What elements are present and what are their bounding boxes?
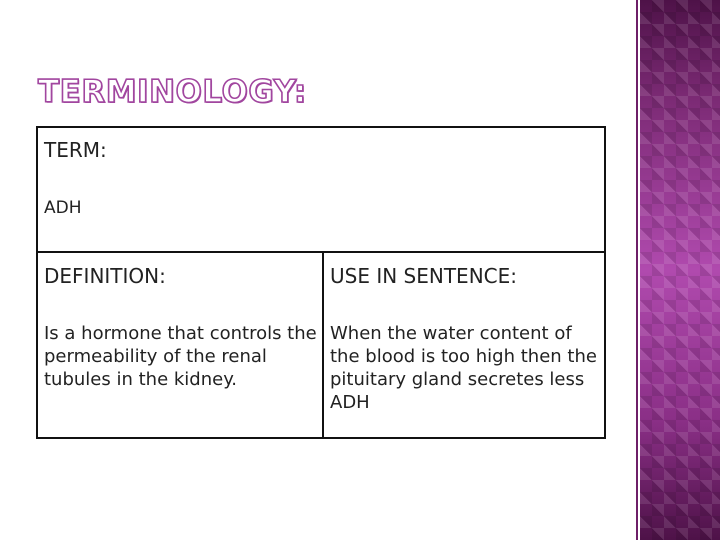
page-title: TERMINOLOGY: [38,74,307,110]
column-divider [322,253,324,437]
terminology-table [36,126,606,439]
definition-label: DEFINITION: [44,264,166,288]
definition-text: Is a hormone that controls the permeability of the renal tubules in the kidney. [44,323,317,390]
term-label: TERM: [44,138,107,162]
term-value: ADH [44,198,82,218]
decorative-side-strip [640,0,720,540]
use-in-sentence-label: USE IN SENTENCE: [330,264,517,288]
use-in-sentence-text: When the water content of the blood is too high then the pituitary gland secretes less ADH [330,323,597,413]
term-row [38,128,604,253]
decorative-divider [636,0,638,540]
